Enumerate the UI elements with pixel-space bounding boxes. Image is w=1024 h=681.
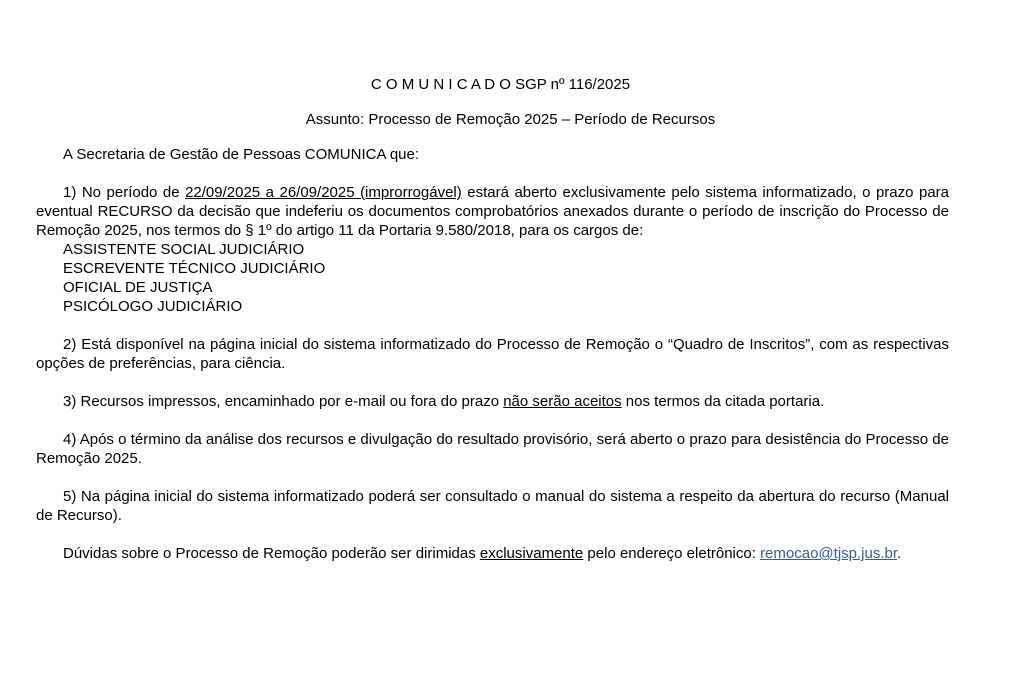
- closing-middle: pelo endereço eletrônico:: [583, 545, 761, 562]
- roles-list: [63, 240, 949, 316]
- closing-paragraph: [36, 544, 949, 563]
- email-link[interactable]: remocao@tjsp.jus.br: [760, 545, 898, 562]
- role-item: ESCREVENTE TÉCNICO JUDICIÁRIO: [63, 260, 326, 277]
- closing-prefix: Dúvidas sobre o Processo de Remoção poderão ser dirimidas: [63, 545, 480, 562]
- item-3-prefix: 3) Recursos impressos, encaminhado por e-mail ou fora do prazo: [63, 393, 504, 410]
- item-1-paragraph: [36, 183, 949, 240]
- document-subject: Assunto: Processo de Remoção 2025 – Período de Recursos: [305, 111, 716, 128]
- closing-suffix: .: [897, 545, 902, 562]
- role-item: ASSISTENTE SOCIAL JUDICIÁRIO: [63, 241, 305, 258]
- item-3-suffix: nos termos da citada portaria.: [621, 393, 825, 410]
- item-3-paragraph: [36, 392, 949, 411]
- role-item: PSICÓLOGO JUDICIÁRIO: [63, 298, 243, 315]
- item-1-dates: 22/09/2025 a 26/09/2025 (improrrogável): [185, 184, 462, 201]
- role-item: OFICIAL DE JUSTIÇA: [63, 279, 213, 296]
- item-5-paragraph: 5) Na página inicial do sistema informatizado poderá ser consultado o manual do sistema a respeito da abertura do recurso (Manual de Recurso).: [36, 488, 949, 524]
- closing-underlined: exclusivamente: [479, 545, 584, 562]
- item-1-text: estará aberto exclusivamente pelo sistema informatizado, o prazo para eventual RECURSO da decisão que indeferiu os documentos comprobatórios anexados durante o período de inscrição do Processo de Remoção 2025, nos termos do § 1º do artigo 11 da Portaria 9.580/2018, para os cargos de:: [36, 184, 950, 239]
- item-3-underlined: não serão aceitos: [503, 393, 622, 410]
- intro-paragraph: A Secretaria de Gestão de Pessoas COMUNICA que:: [63, 146, 420, 163]
- item-1-prefix: 1) No período de: [63, 184, 186, 201]
- document-body: [36, 75, 949, 582]
- document-title: C O M U N I C A D O SGP nº 116/2025: [370, 76, 631, 93]
- item-4-paragraph: 4) Após o término da análise dos recursos e divulgação do resultado provisório, será aberto o prazo para desistência do Processo de Remoção 2025.: [36, 431, 949, 467]
- item-2-paragraph: 2) Está disponível na página inicial do sistema informatizado do Processo de Remoção o “Quadro de Inscritos”, com as respectivas opções de preferências, para ciência.: [36, 336, 949, 372]
